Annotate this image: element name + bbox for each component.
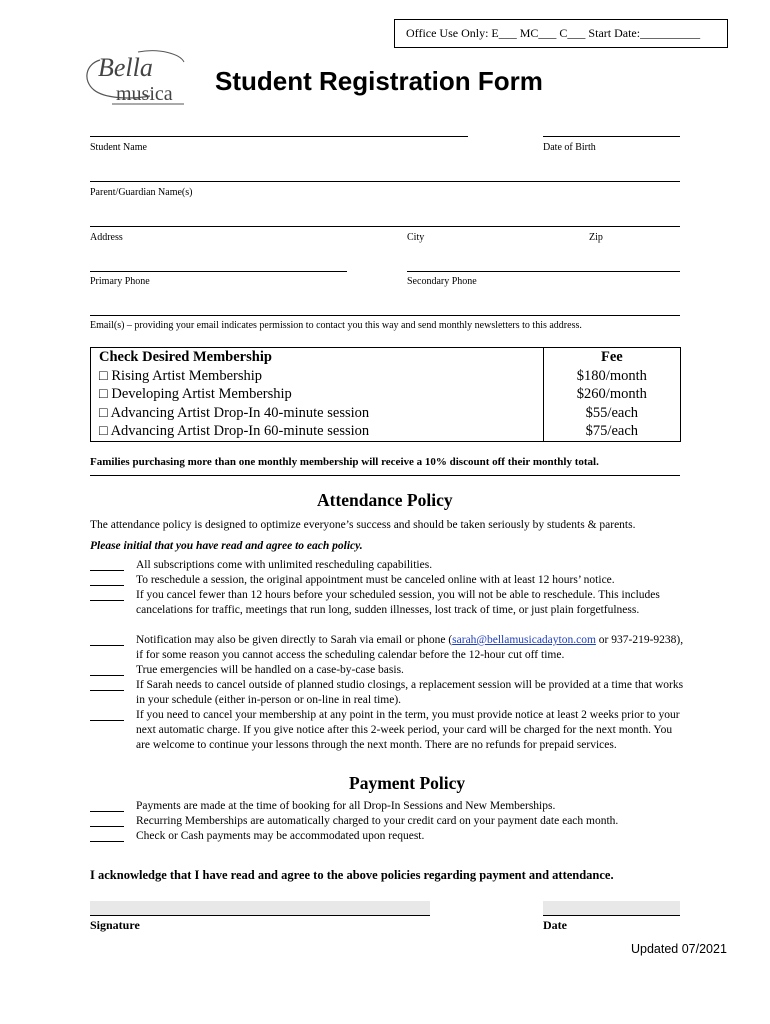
student-name-line[interactable] [90, 136, 468, 137]
attendance-item: If Sarah needs to cancel outside of planned studio closings, a replacement session will be provided at a time that works in your schedule (either in-person or on-line in real time). [136, 679, 684, 706]
signature-label: Signature [90, 918, 140, 932]
bella-musica-logo [80, 46, 190, 108]
attendance-item: To reschedule a session, the original appointment must be canceled online with at least 12 hours’ notice. [136, 574, 615, 586]
attendance-item: If you need to cancel your membership at any point in the term, you must provide notice at least 2 weeks prior to your next automatic charge. If you give notice after this 2-week period, your card will be charged for the next month. You are welcome to continue your lessons through the next month. There are no refunds for prepaid services. [136, 709, 680, 751]
zip-label: Zip [589, 232, 603, 243]
office-use-box: Office Use Only: E___ MC___ C___ Start Date:__________ [394, 19, 728, 48]
attendance-item-notification [136, 633, 684, 663]
city-label: City [407, 232, 425, 243]
initial-blank[interactable] [90, 675, 124, 676]
membership-option[interactable]: □ Advancing Artist Drop-In 40-minute session [99, 404, 370, 421]
secondary-phone-line[interactable] [407, 271, 680, 272]
membership-fee: $260/month [543, 385, 680, 404]
payment-heading: Payment Policy [349, 773, 466, 793]
membership-header-label: Check Desired Membership [99, 349, 272, 365]
attendance-heading: Attendance Policy [317, 490, 453, 510]
parent-guardian-label: Parent/Guardian Name(s) [90, 187, 193, 198]
payment-item: Payments are made at the time of booking for all Drop-In Sessions and New Memberships. [136, 800, 556, 812]
attendance-item: If you cancel fewer than 12 hours before your scheduled session, you will not be able to reschedule. This includes cancelations for traffic, meetings that run long, sudden illnesses, lost track of time, or just plain forgetfulness. [136, 589, 660, 616]
acknowledgement-text: I acknowledge that I have read and agree to the above policies regarding payment and attendance. [90, 868, 614, 882]
logo-text-bella: Bella [98, 53, 153, 82]
attendance-intro: The attendance policy is designed to optimize everyone’s success and should be taken seriously by students & parents. [90, 519, 636, 531]
address-label: Address [90, 232, 123, 243]
membership-option[interactable]: □ Rising Artist Membership [99, 367, 263, 384]
initial-blank[interactable] [90, 720, 124, 721]
primary-phone-line[interactable] [90, 271, 347, 272]
email-label: Email(s) – providing your email indicates permission to contact you this way and send monthly newsletters to this address. [90, 320, 582, 331]
initial-blank[interactable] [90, 570, 124, 571]
membership-option[interactable]: □ Developing Artist Membership [99, 386, 292, 402]
membership-option[interactable]: □ Advancing Artist Drop-In 60-minute session [99, 423, 370, 439]
initial-blank[interactable] [90, 841, 124, 842]
logo-text-musica: musica [116, 83, 173, 105]
initial-blank[interactable] [90, 645, 124, 646]
address-line[interactable] [90, 226, 680, 227]
sarah-email-link[interactable]: sarah@bellamusicadayton.com [452, 634, 596, 646]
attendance-instruction: Please initial that you have read and agree to each policy. [90, 540, 363, 552]
membership-fee: $75/each [543, 422, 680, 441]
primary-phone-label: Primary Phone [90, 276, 150, 287]
membership-header-fee: Fee [543, 348, 680, 367]
notification-text-before: Notification may also be given directly to Sarah via email or phone ( [136, 634, 453, 646]
attendance-item: All subscriptions come with unlimited rescheduling capabilities. [136, 559, 433, 571]
initial-blank[interactable] [90, 690, 124, 691]
date-of-birth-label: Date of Birth [543, 142, 596, 153]
signature-field[interactable] [90, 901, 430, 916]
attendance-item: True emergencies will be handled on a case-by-case basis. [136, 664, 404, 676]
signature-date-field[interactable] [543, 901, 680, 916]
payment-item: Check or Cash payments may be accommodated upon request. [136, 830, 425, 842]
parent-guardian-line[interactable] [90, 181, 680, 182]
secondary-phone-label: Secondary Phone [407, 276, 477, 287]
initial-blank[interactable] [90, 585, 124, 586]
membership-fee: $55/each [543, 404, 680, 423]
email-line[interactable] [90, 315, 680, 316]
membership-table [90, 347, 681, 442]
notification-text-after: or 937-219-9238), if for some reason you cannot access the scheduling calendar before the 12-hour cut off time. [136, 634, 684, 661]
updated-date: Updated 07/2021 [631, 942, 727, 956]
date-label: Date [543, 918, 567, 932]
membership-fee: $180/month [543, 367, 680, 386]
date-of-birth-line[interactable] [543, 136, 680, 137]
student-name-label: Student Name [90, 142, 147, 153]
form-title: Student Registration Form [215, 66, 543, 96]
initial-blank[interactable] [90, 826, 124, 827]
initial-blank[interactable] [90, 600, 124, 601]
payment-item: Recurring Memberships are automatically charged to your credit card on your payment date each month. [136, 815, 619, 827]
discount-note: Families purchasing more than one monthly membership will receive a 10% discount off their monthly total. [90, 456, 599, 468]
initial-blank[interactable] [90, 811, 124, 812]
divider [90, 475, 680, 476]
